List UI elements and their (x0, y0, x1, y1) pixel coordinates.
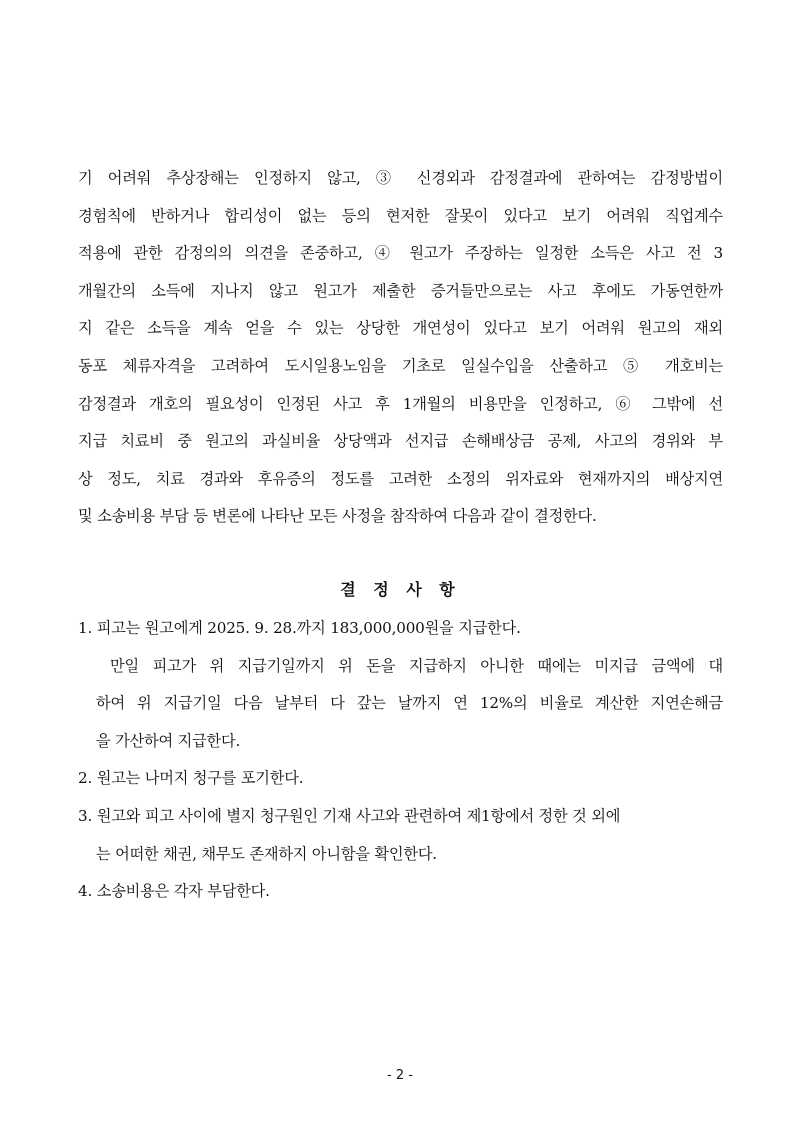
item-1-detail-line: 만일 피고가 위 지급기일까지 위 돈을 지급하지 아니한 때에는 미지급 금액에 대 (110, 656, 723, 675)
item-2-text: 2. 원고는 나머지 청구를 포기한다. (78, 769, 304, 788)
body-line: 및 소송비용 부담 등 변론에 나타난 모든 사정을 참작하여 다음과 같이 결정한다. (78, 507, 597, 526)
decision-item-3 (78, 798, 723, 873)
body-paragraph (78, 160, 723, 536)
body-line: 기 어려워 추상장해는 인정하지 않고, ③ 신경외과 감정결과에 관하여는 감정방법이 (78, 169, 723, 187)
body-line: 지급 치료비 중 원고의 과실비율 상당액과 선지급 손해배상금 공제, 사고의 경위와 부 (78, 432, 723, 451)
body-line: 동포 체류자격을 고려하여 도시일용노임을 기초로 일실수입을 산출하고 ⑤ 개호비는 (78, 356, 723, 375)
item-1-text: 1. 피고는 원고에게 2025. 9. 28.까지 183,000,000원을 지급한다. (78, 618, 521, 637)
body-line: 개월간의 소득에 지나지 않고 원고가 제출한 증거들만으로는 사고 후에도 가동연한까 (78, 281, 723, 300)
document-page (78, 160, 723, 911)
decision-item-2 (78, 760, 723, 798)
body-line: 상 정도, 치료 경과와 후유증의 정도를 고려한 소정의 위자료와 현재까지의 배상지연 (78, 469, 723, 488)
body-line: 경험칙에 반하거나 합리성이 없는 등의 현저한 잘못이 있다고 보기 어려워 직업계수 (78, 206, 723, 225)
body-line: 지 같은 소득을 계속 얻을 수 있는 상당한 개연성이 있다고 보기 어려워 원고의 재외 (78, 319, 723, 338)
decision-item-1 (78, 610, 723, 760)
item-3-line: 는 어떠한 채권, 채무도 존재하지 아니함을 확인한다. (96, 844, 437, 863)
body-line: 적용에 관한 감정의의 의견을 존중하고, ④ 원고가 주장하는 일정한 소득은 사고 전 3 (78, 244, 723, 263)
item-3-line: 3. 원고와 피고 사이에 별지 청구원인 기재 사고와 관련하여 제1항에서 정한 것 외에 (78, 806, 621, 825)
page-number: - 2 - (387, 1068, 413, 1083)
decision-items (78, 610, 723, 911)
decision-item-4 (78, 873, 723, 911)
body-line: 감정결과 개호의 필요성이 인정된 사고 후 1개월의 비용만을 인정하고, ⑥ 그밖에 선 (78, 394, 723, 413)
item-4-text: 4. 소송비용은 각자 부담한다. (78, 882, 270, 901)
item-1-detail-line: 을 가산하여 지급한다. (96, 731, 241, 750)
section-title: 결 정 사 항 (340, 579, 461, 599)
item-1-detail-line: 하여 위 지급기일 다음 날부터 다 갚는 날까지 연 12%의 비율로 계산한 지연손해금 (96, 694, 723, 713)
